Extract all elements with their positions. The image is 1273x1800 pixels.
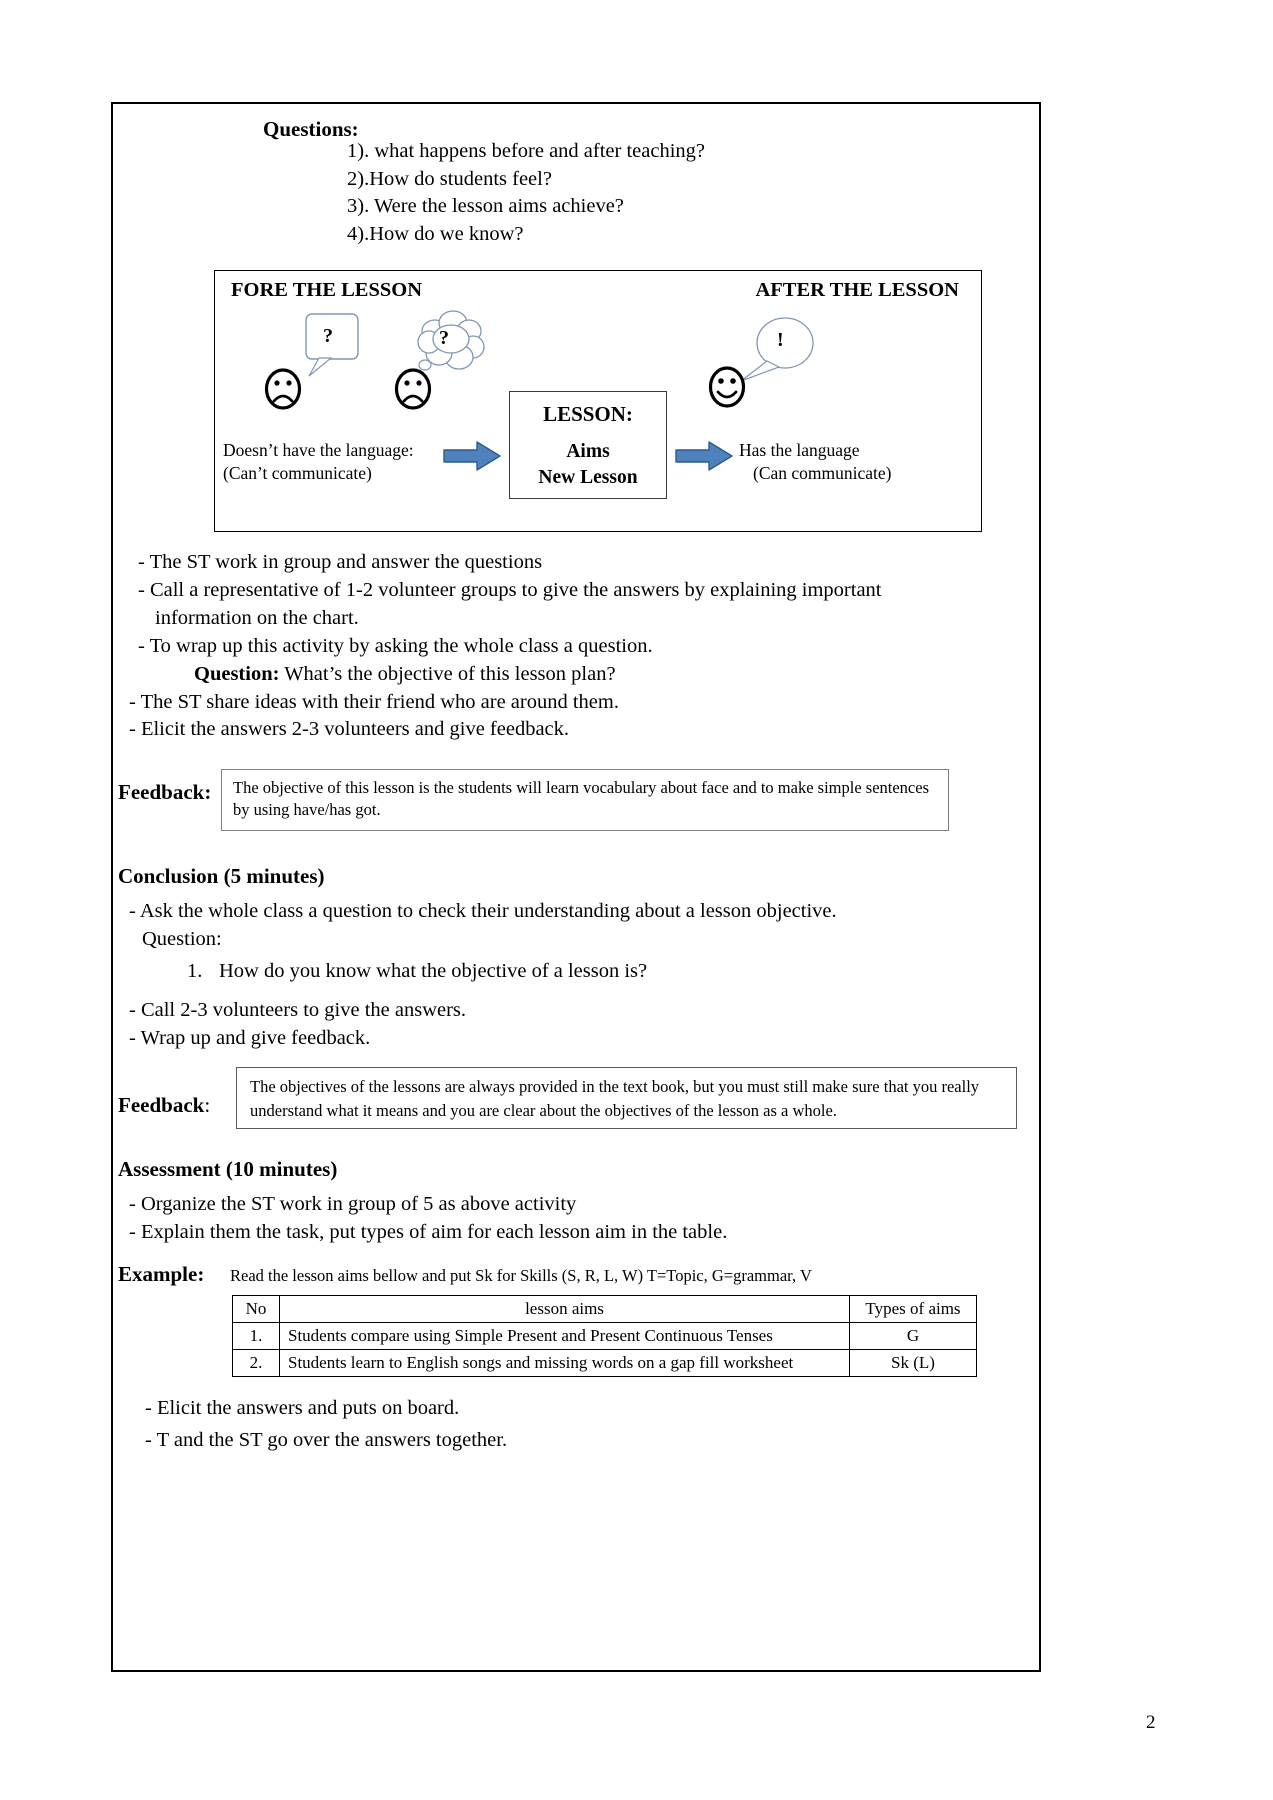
- lesson-box: [509, 391, 667, 499]
- diagram-title-before: FORE THE LESSON: [231, 279, 423, 301]
- feedback-2-box: The objectives of the lessons are always provided in the text book, but you must still make sure that you really understand what it means and you are clear about the objectives of the lesson as a whole.: [236, 1067, 1017, 1129]
- assessment-line-2: - Explain them the task, put types of aim for each lesson aim in the table.: [129, 1221, 728, 1243]
- lesson-aims-table: [232, 1295, 977, 1377]
- page-number: 2: [1146, 1712, 1156, 1733]
- activity-bullet-1: - The ST work in group and answer the questions: [138, 551, 543, 573]
- table-cell-no-2: 2.: [233, 1350, 280, 1377]
- table-cell-type-1: G: [850, 1323, 977, 1350]
- question-item-4: 4).How do we know?: [347, 222, 524, 245]
- diagram-title-after: AFTER THE LESSON: [755, 279, 959, 301]
- share-bullet-2: - Elicit the answers 2-3 volunteers and give feedback.: [129, 718, 570, 740]
- table-cell-no-1: 1.: [233, 1323, 280, 1350]
- activity-bullet-2-continuation: information on the chart.: [155, 607, 359, 629]
- conclusion-line-3: - Call 2-3 volunteers to give the answers.: [129, 999, 467, 1021]
- conclusion-item-text: How do you know what the objective of a lesson is?: [219, 960, 648, 982]
- table-header-types-of-aims: Types of aims: [850, 1296, 977, 1323]
- before-after-lesson-diagram: [214, 270, 982, 532]
- share-bullet-list: [129, 689, 1009, 743]
- lesson-box-line-1: LESSON:: [543, 402, 633, 426]
- feedback-2-label-text: Feedback: [118, 1093, 205, 1117]
- diagram-caption-right: [739, 439, 892, 485]
- feedback-2-label: [118, 1093, 210, 1118]
- bubble-mark-question-1: ?: [323, 325, 333, 347]
- diagram-caption-left: [223, 439, 414, 485]
- table-cell-type-2: Sk (L): [850, 1350, 977, 1377]
- conclusion-heading: Conclusion (5 minutes): [118, 864, 325, 888]
- table-header-lesson-aims: lesson aims: [280, 1296, 850, 1323]
- bubble-mark-question-2: ?: [439, 327, 449, 349]
- happy-face-icon: [707, 365, 747, 405]
- activity-question-label: Question:: [194, 663, 280, 685]
- table-header-no: No: [233, 1296, 280, 1323]
- example-label: Example:: [118, 1262, 205, 1286]
- arrow-right-icon-1: [443, 441, 501, 471]
- conclusion-line-4: - Wrap up and give feedback.: [129, 1027, 371, 1049]
- conclusion-item-number: 1.: [187, 960, 203, 982]
- table-row: [233, 1323, 977, 1350]
- conclusion-body: [129, 897, 1009, 985]
- caption-left-line-1: Doesn’t have the language:: [223, 440, 414, 460]
- share-bullet-1: - The ST share ideas with their friend who are around them.: [129, 691, 619, 713]
- question-item-3: 3). Were the lesson aims achieve?: [347, 195, 624, 217]
- question-item-2: 2).How do students feel?: [347, 167, 552, 190]
- thought-bubble-cloud-icon: [411, 309, 489, 371]
- caption-right-line-2: (Can communicate): [753, 463, 892, 483]
- arrow-right-icon-2: [675, 441, 733, 471]
- conclusion-question-label: Question:: [142, 928, 222, 950]
- table-cell-aim-1: Students compare using Simple Present and Present Continuous Tenses: [280, 1323, 850, 1350]
- question-item-1: 1). what happens before and after teaching?: [347, 140, 706, 162]
- activity-bullet-3: - To wrap up this activity by asking the whole class a question.: [138, 635, 653, 657]
- sad-face-icon-1: [263, 367, 303, 407]
- lesson-box-line-3: New Lesson: [538, 467, 638, 488]
- caption-right-line-1: Has the language: [739, 440, 860, 460]
- assessment-heading: Assessment (10 minutes): [118, 1157, 338, 1181]
- conclusion-numbered-item-1: [187, 957, 1009, 985]
- activity-question-line: [194, 661, 1018, 688]
- activity-bullet-2: - Call a representative of 1-2 volunteer groups to give the answers by explaining important: [138, 579, 882, 601]
- assessment-line-1: - Organize the ST work in group of 5 as above activity: [129, 1193, 577, 1215]
- bubble-mark-exclamation: !: [777, 329, 784, 351]
- lesson-box-line-2: Aims: [566, 441, 610, 462]
- conclusion-line-1: - Ask the whole class a question to check their understanding about a lesson objective.: [129, 900, 837, 922]
- example-text: Read the lesson aims bellow and put Sk for Skills (S, R, L, W) T=Topic, G=grammar, V: [230, 1266, 812, 1285]
- activity-question-text: What’s the objective of this lesson plan?: [284, 663, 616, 685]
- feedback-2-label-colon: :: [204, 1093, 211, 1117]
- feedback-1-box: The objective of this lesson is the students will learn vocabulary about face and to make simple sentences by using have/has got.: [221, 769, 949, 831]
- activity-bullet-list: [138, 549, 1018, 688]
- questions-heading: Questions:: [263, 117, 359, 141]
- table-row: [233, 1350, 977, 1377]
- feedback-1-label: Feedback:: [118, 780, 212, 804]
- questions-list: [347, 138, 705, 248]
- caption-left-line-2: (Can’t communicate): [223, 463, 372, 483]
- assessment-closing-line-2: - T and the ST go over the answers together.: [145, 1429, 508, 1451]
- conclusion-body-2: [129, 996, 1009, 1052]
- assessment-closing-bullets: [145, 1392, 1025, 1456]
- table-header-row: [233, 1296, 977, 1323]
- assessment-closing-line-1: - Elicit the answers and puts on board.: [145, 1397, 460, 1419]
- sad-face-icon-2: [393, 367, 433, 407]
- assessment-body: [129, 1190, 1009, 1246]
- table-cell-aim-2: Students learn to English songs and missing words on a gap fill worksheet: [280, 1350, 850, 1377]
